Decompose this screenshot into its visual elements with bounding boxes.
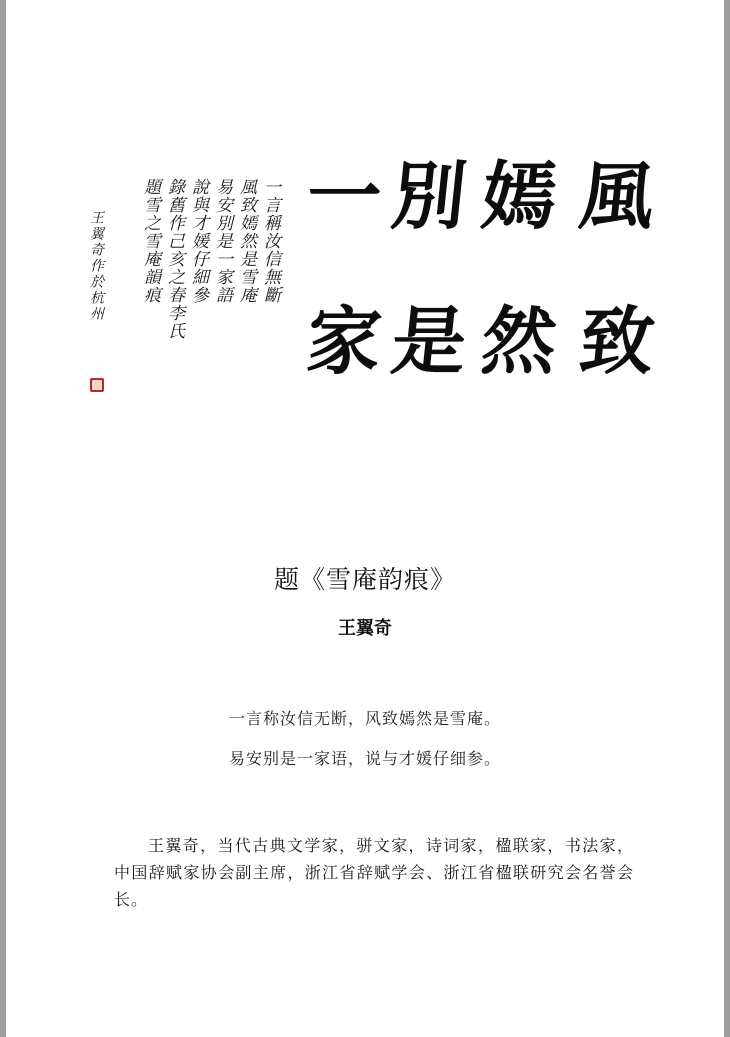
inscription-column: 錄舊作己亥之春李氏 xyxy=(164,178,184,340)
calligraphy-char: 致 xyxy=(575,299,659,385)
seal-stamp-icon xyxy=(90,378,104,392)
calligraphy-column-1 xyxy=(574,150,659,390)
inscription-column: 一言稱汝信無斷 xyxy=(260,178,280,304)
inscription-column: 易安別是一家語 xyxy=(212,178,232,304)
calligraphy-signature: 王翼奇作於杭州 xyxy=(88,210,104,322)
calligraphy-char: 是 xyxy=(387,299,471,385)
document-page xyxy=(6,0,724,1037)
poem-line: 一言称汝信无断，风致嫣然是雪庵。 xyxy=(228,709,501,728)
page-title: 题《雪庵韵痕》 xyxy=(273,565,456,594)
author-bio-paragraph: 王翼奇，当代古典文学家，骈文家，诗词家，楹联家，书法家，中国辞赋家协会副主席，浙江省辞赋学会、浙江省楹联研究会名誉会长。 xyxy=(114,836,634,909)
calligraphy-char: 風 xyxy=(575,154,659,240)
calligraphy-column-2 xyxy=(476,150,561,390)
calligraphy-inscription xyxy=(120,178,280,398)
calligraphy-char: 家 xyxy=(302,299,386,385)
calligraphy-char: 然 xyxy=(477,299,561,385)
calligraphy-char: 一 xyxy=(302,154,386,240)
author-name: 王翼奇 xyxy=(338,618,392,639)
calligraphy-char: 嫣 xyxy=(477,154,561,240)
page-border-right xyxy=(724,0,730,1037)
calligraphy-artwork xyxy=(76,150,676,410)
inscription-column: 風致嫣然是雪庵 xyxy=(236,178,256,304)
poem-line: 易安别是一家语，说与才媛仔细参。 xyxy=(228,749,501,768)
calligraphy-column-3 xyxy=(386,150,471,390)
calligraphy-char: 別 xyxy=(387,154,471,240)
inscription-column: 說與才媛仔細參 xyxy=(188,178,208,304)
calligraphy-column-4 xyxy=(301,150,386,390)
inscription-column: 題雪之雪庵韻痕 xyxy=(140,178,160,304)
